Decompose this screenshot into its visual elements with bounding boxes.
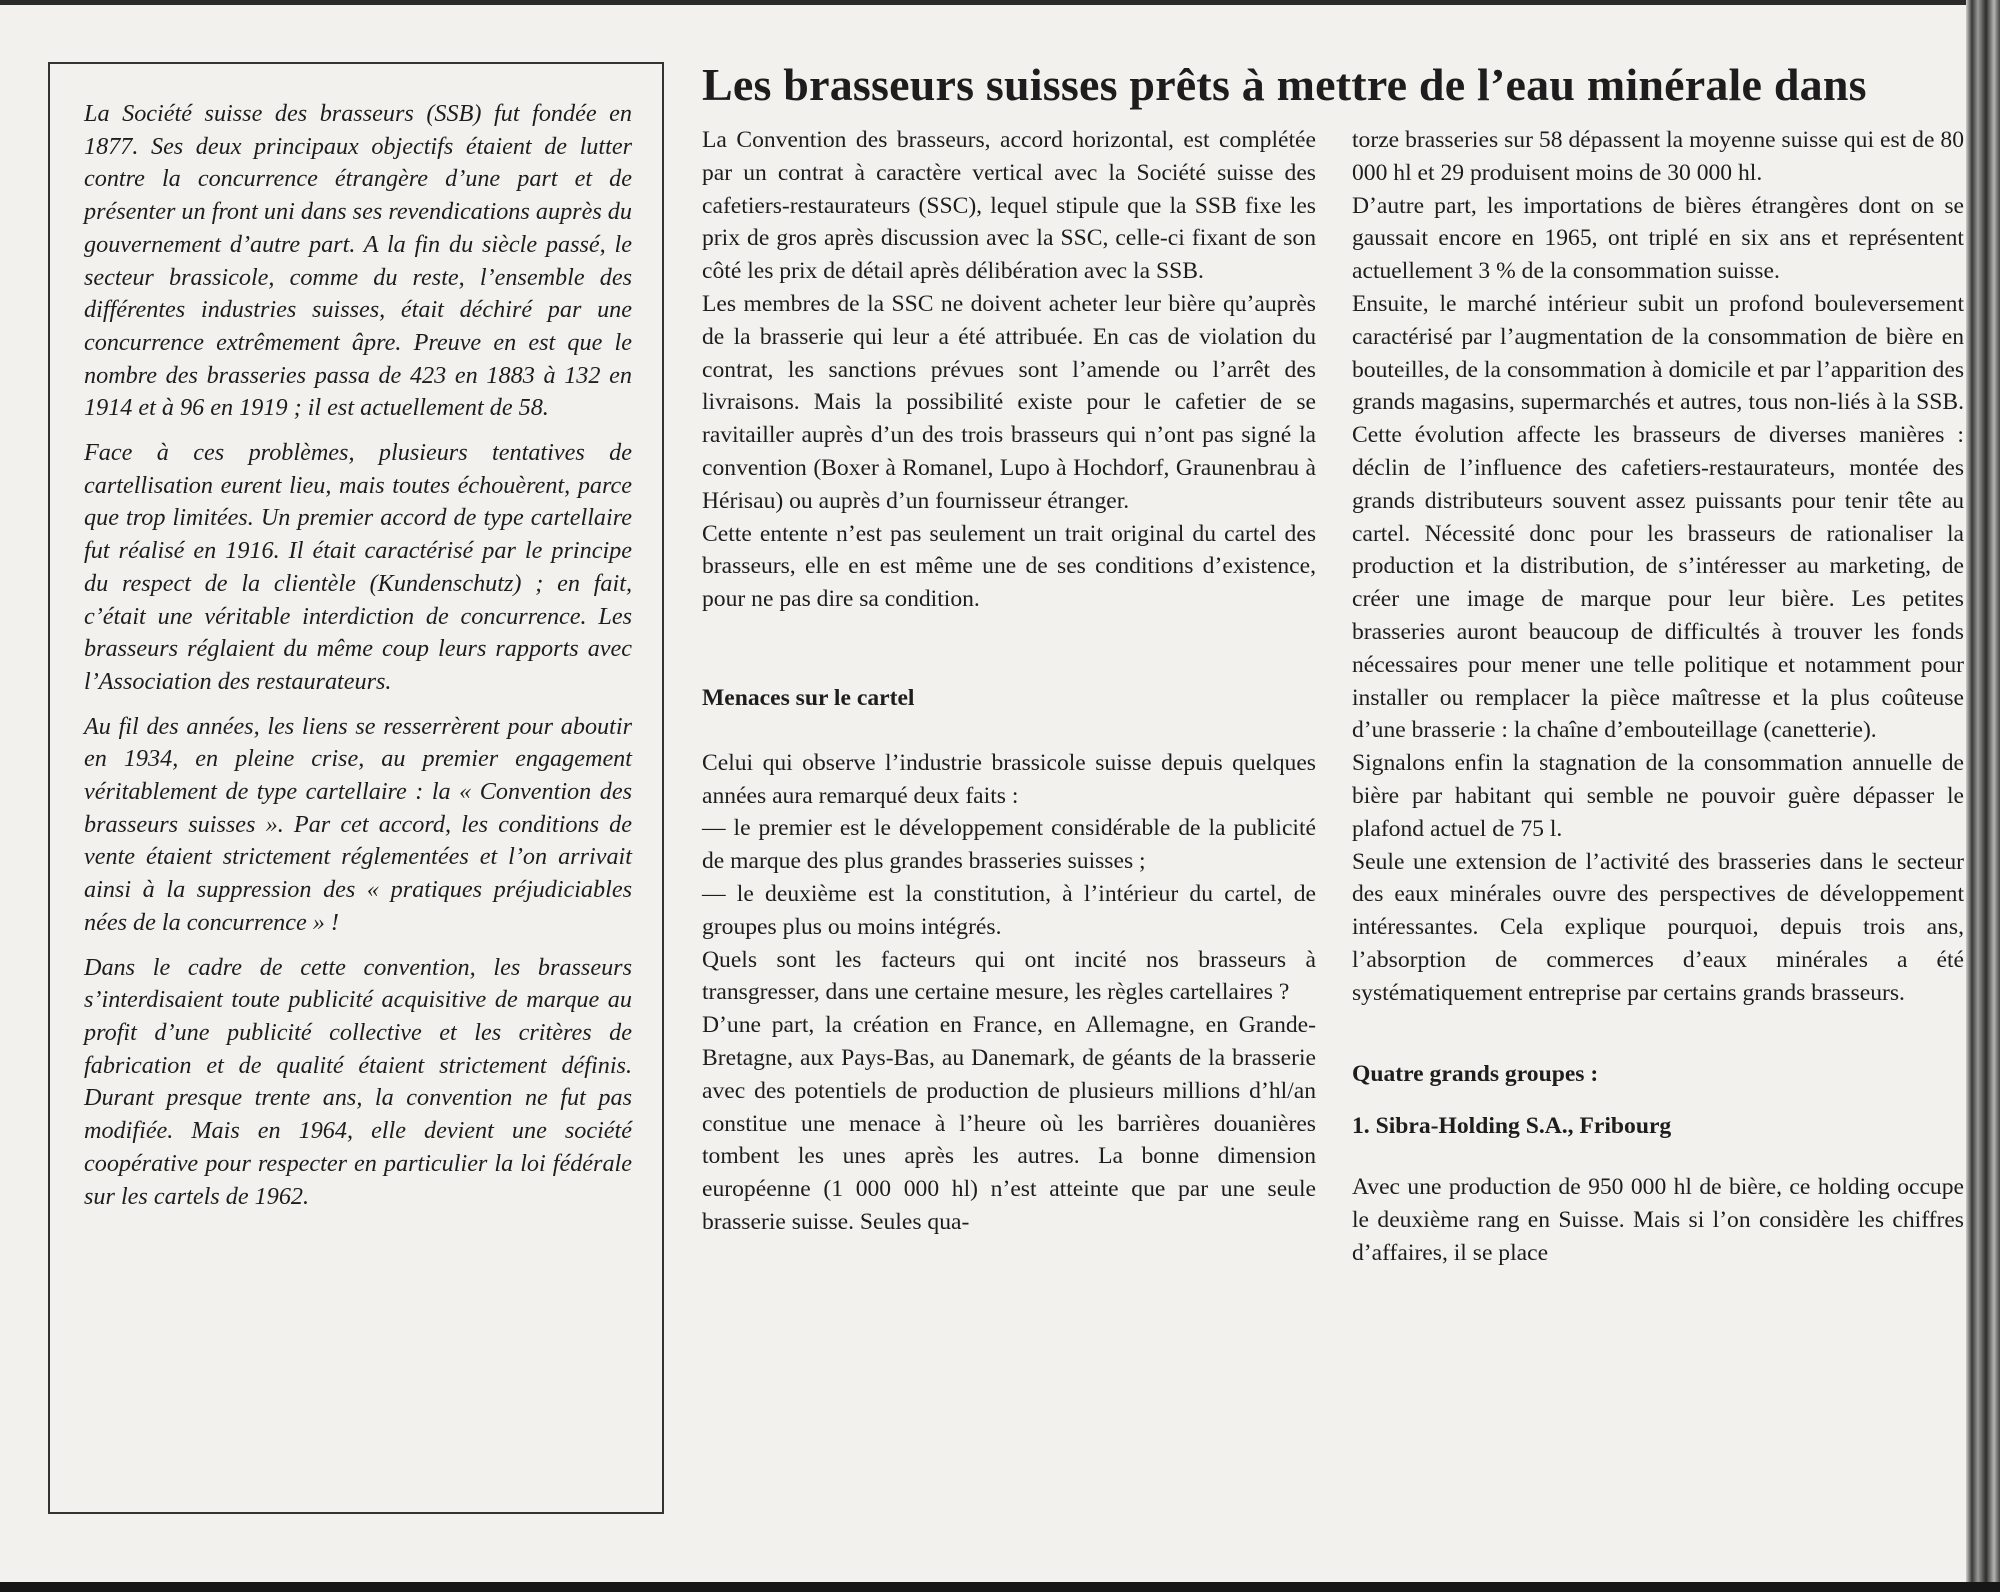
article-title: Les brasseurs suisses prêts à mettre de l’eau minérale dans bbox=[702, 59, 1867, 110]
sidebar-paragraph: Face à ces problèmes, plusieurs tentatives de cartellisation eurent lieu, mais toutes échouèrent, parce que trop limitées. Un premier accord de type cartellaire fut réalisé en 1916. Il était caractérisé par le principe du respect de la clientèle (Kundenschutz) ; en fait, c’était une véritable interdiction de concurrence. Les brasseurs réglaient du même coup leurs rapports avec l’Association des restaurateurs. bbox=[84, 439, 632, 695]
sidebar-paragraph: Au fil des années, les liens se resserrèrent pour aboutir en 1934, en pleine crise, au premier engagement véritablement de type cartellaire : la « Convention des brasseurs suisses ». Par cet accord, les conditions de vente étaient strictement réglementées et l’on arrivait ainsi à la suppression des « pratiques préjudiciables nées de la concurrence » ! bbox=[84, 712, 632, 936]
article-column-middle bbox=[702, 124, 1316, 1239]
paragraph: Ensuite, le marché intérieur subit un profond bouleversement caractérisé par l’augmentation de la consommation de bière en bouteilles, de la consommation à domicile et par l’apparition des grands magasins, supermarchés et autres, tous non-liés à la SSB. Cette évolution affecte les brasseurs de diverses manières : déclin de l’influence des cafetiers-restaurateurs, montée des grands distributeurs souvent assez puissants pour tenir tête au cartel. Nécessité donc pour les brasseurs de rationaliser la production et la distribution, de s’intéresser au marketing, de créer une image de marque pour leur bière. Les petites brasseries auront beaucoup de difficultés à trouver les fonds nécessaires pour mener une telle politique et notamment pour installer ou remplacer la pièce maîtresse et la plus coûteuse d’une brasserie : la chaîne d’embouteillage (canetterie). bbox=[1352, 290, 1964, 744]
paragraph: Avec une production de 950 000 hl de bière, ce holding occupe le deuxième rang en Suisse. Mais si l’on considère les chiffres d’affaires, il se place bbox=[1352, 1174, 1964, 1266]
paragraph: Quels sont les facteurs qui ont incité nos brasseurs à transgresser, dans une certaine mesure, les règles cartellaires ? bbox=[702, 946, 1316, 1006]
paragraph: Les membres de la SSC ne doivent acheter leur bière qu’auprès de la brasserie qui leur a été attribuée. En cas de violation du contrat, les sanctions prévues sont l’amende ou l’arrêt des livraisons. Mais la possibilité existe pour le cafetier de se ravitailler auprès d’un des trois brasseurs qui n’ont pas signé la convention (Boxer à Romanel, Lupo à Hochdorf, Graunenbrau à Hérisau) ou auprès d’un fournisseur étranger. bbox=[702, 290, 1316, 514]
paragraph: D’une part, la création en France, en Allemagne, en Grande-Bretagne, aux Pays-Bas, au Danemark, de géants de la brasserie avec des potentiels de production de plusieurs millions d’hl/an constitue une menace à l’heure où les barrières douanières tombent les unes après les autres. La bonne dimension européenne (1 000 000 hl) n’est atteinte que par une seule brasserie suisse. Seules qua- bbox=[702, 1012, 1316, 1235]
section-heading: Menaces sur le cartel bbox=[702, 684, 915, 711]
article-column-right bbox=[1352, 124, 1964, 1270]
history-sidebar bbox=[48, 62, 664, 1514]
subsection-heading: 1. Sibra-Holding S.A., Fribourg bbox=[1352, 1113, 1672, 1140]
spacer bbox=[1352, 1090, 1964, 1110]
paragraph: Celui qui observe l’industrie brassicole suisse depuis quelques années aura remarqué deux faits : bbox=[702, 749, 1316, 809]
sidebar-paragraph: Dans le cadre de cette convention, les brasseurs s’interdisaient toute publicité acquisitive de marque au profit d’une publicité collective et les critères de fabrication et de qualité étaient strictement définis. Durant presque trente ans, la convention ne fut pas modifiée. Mais en 1964, elle devient une société coopérative pour respecter en particulier la loi fédérale sur les cartels de 1962. bbox=[84, 953, 632, 1210]
paragraph: — le deuxième est la constitution, à l’intérieur du cartel, de groupes plus ou moins intégrés. bbox=[702, 880, 1316, 940]
bottom-rule bbox=[0, 1582, 2000, 1592]
spacer bbox=[1352, 1143, 1964, 1171]
spacer bbox=[702, 715, 1316, 747]
paragraph: La Convention des brasseurs, accord horizontal, est complétée par un contrat à caractère vertical avec la Société suisse des cafetiers-restaurateurs (SSC), lequel stipule que la SSB fixe les prix de gros après discussion avec la SSC, celle-ci fixant de son côté les prix de détail après délibération avec la SSB. bbox=[702, 127, 1316, 285]
paragraph: D’autre part, les importations de bières étrangères dont on se gaussait encore en 1965, ont triplé en six ans et représentent actuellement 3 % de la consommation suisse. bbox=[1352, 192, 1964, 285]
paragraph: — le premier est le développement considérable de la publicité de marque des plus grandes brasseries suisses ; bbox=[702, 815, 1316, 875]
spacer bbox=[702, 616, 1316, 682]
spacer bbox=[1352, 1010, 1964, 1058]
page-edge-shadow bbox=[1966, 0, 2000, 1582]
section-heading: Quatre grands groupes : bbox=[1352, 1060, 1599, 1087]
sidebar-paragraph: La Société suisse des brasseurs (SSB) fut fondée en 1877. Ses deux principaux objectifs étaient de lutter contre la concurrence étrangère d’une part et de présenter un front uni dans ses revendications auprès du gouvernement d’autre part. A la fin du siècle passé, le secteur brassicole, comme du reste, l’ensemble des différentes industries suisses, était déchiré par une concurrence extrêmement âpre. Preuve en est que le nombre des brasseries passa de 423 en 1883 à 132 en 1914 et à 96 en 1919 ; il est actuellement de 58. bbox=[84, 100, 632, 422]
paragraph: Signalons enfin la stagnation de la consommation annuelle de bière par habitant qui semble ne pouvoir guère dépasser le plafond actuel de 75 l. bbox=[1352, 750, 1964, 842]
paragraph: torze brasseries sur 58 dépassent la moyenne suisse qui est de 80 000 hl et 29 produisent moins de 30 000 hl. bbox=[1352, 127, 1964, 186]
paragraph: Seule une extension de l’activité des brasseries dans le secteur des eaux minérales ouvre des perspectives de développement intéressantes. Cela explique pourquoi, depuis trois ans, l’absorption de commerces d’eaux minérales a été systématiquement entreprise par certains grands brasseurs. bbox=[1352, 848, 1964, 1006]
paragraph: Cette entente n’est pas seulement un trait original du cartel des brasseurs, elle en est même une de ses conditions d’existence, pour ne pas dire sa condition. bbox=[702, 520, 1316, 613]
top-rule bbox=[0, 0, 2000, 5]
